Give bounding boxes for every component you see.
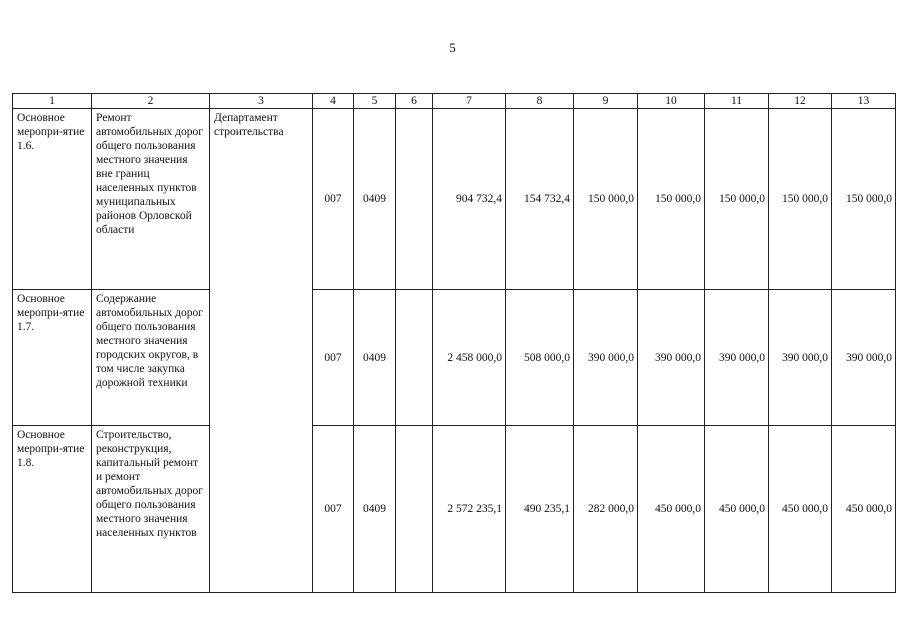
header-cell: 6 xyxy=(396,94,433,109)
code-cell: 007 xyxy=(313,290,354,426)
event-cell: Основное меропри-ятие 1.6. xyxy=(13,109,92,290)
header-cell: 4 xyxy=(313,94,354,109)
amount-cell: 904 732,4 xyxy=(433,109,506,290)
table-row xyxy=(13,109,896,290)
amount-cell: 390 000,0 xyxy=(705,290,769,426)
page-number: 5 xyxy=(449,40,456,55)
amount-cell: 450 000,0 xyxy=(638,426,705,593)
description-cell: Ремонт автомобильных дорог общего пользования местного значения вне границ населенных пунктов муниципальных районов Орловской области xyxy=(92,109,210,290)
amount-cell: 150 000,0 xyxy=(832,109,896,290)
amount-cell: 450 000,0 xyxy=(769,426,832,593)
amount-cell: 508 000,0 xyxy=(506,290,574,426)
amount-cell: 390 000,0 xyxy=(574,290,638,426)
empty-cell xyxy=(396,290,433,426)
program-table xyxy=(12,93,896,593)
header-cell: 9 xyxy=(574,94,638,109)
header-cell: 2 xyxy=(92,94,210,109)
header-cell: 3 xyxy=(210,94,313,109)
amount-cell: 154 732,4 xyxy=(506,109,574,290)
event-cell: Основное меропри-ятие 1.7. xyxy=(13,290,92,426)
amount-cell: 390 000,0 xyxy=(832,290,896,426)
header-cell: 7 xyxy=(433,94,506,109)
amount-cell: 390 000,0 xyxy=(769,290,832,426)
amount-cell: 282 000,0 xyxy=(574,426,638,593)
header-cell: 5 xyxy=(354,94,396,109)
header-cell: 10 xyxy=(638,94,705,109)
amount-cell: 490 235,1 xyxy=(506,426,574,593)
header-cell: 12 xyxy=(769,94,832,109)
code-cell: 007 xyxy=(313,426,354,593)
amount-cell: 150 000,0 xyxy=(769,109,832,290)
description-cell: Содержание автомобильных дорог общего пользования местного значения городских округов, в том числе закупка дорожной техники xyxy=(92,290,210,426)
section-cell: 0409 xyxy=(354,426,396,593)
table-row xyxy=(13,290,896,426)
empty-cell xyxy=(396,109,433,290)
event-cell: Основное меропри-ятие 1.8. xyxy=(13,426,92,593)
table-row xyxy=(13,426,896,593)
empty-cell xyxy=(396,426,433,593)
amount-cell: 390 000,0 xyxy=(638,290,705,426)
amount-cell: 150 000,0 xyxy=(574,109,638,290)
amount-cell: 150 000,0 xyxy=(638,109,705,290)
header-cell: 1 xyxy=(13,94,92,109)
description-cell: Строительство, реконструкция, капитальный ремонт и ремонт автомобильных дорог общего пользования местного значения населенных пунктов xyxy=(92,426,210,593)
section-cell: 0409 xyxy=(354,109,396,290)
section-cell: 0409 xyxy=(354,290,396,426)
amount-cell: 2 458 000,0 xyxy=(433,290,506,426)
amount-cell: 450 000,0 xyxy=(705,426,769,593)
amount-cell: 150 000,0 xyxy=(705,109,769,290)
header-cell: 13 xyxy=(832,94,896,109)
amount-cell: 450 000,0 xyxy=(832,426,896,593)
code-cell: 007 xyxy=(313,109,354,290)
amount-cell: 2 572 235,1 xyxy=(433,426,506,593)
department-cell: Департамент строительства xyxy=(210,109,313,593)
header-cell: 11 xyxy=(705,94,769,109)
header-row xyxy=(13,94,896,109)
header-cell: 8 xyxy=(506,94,574,109)
